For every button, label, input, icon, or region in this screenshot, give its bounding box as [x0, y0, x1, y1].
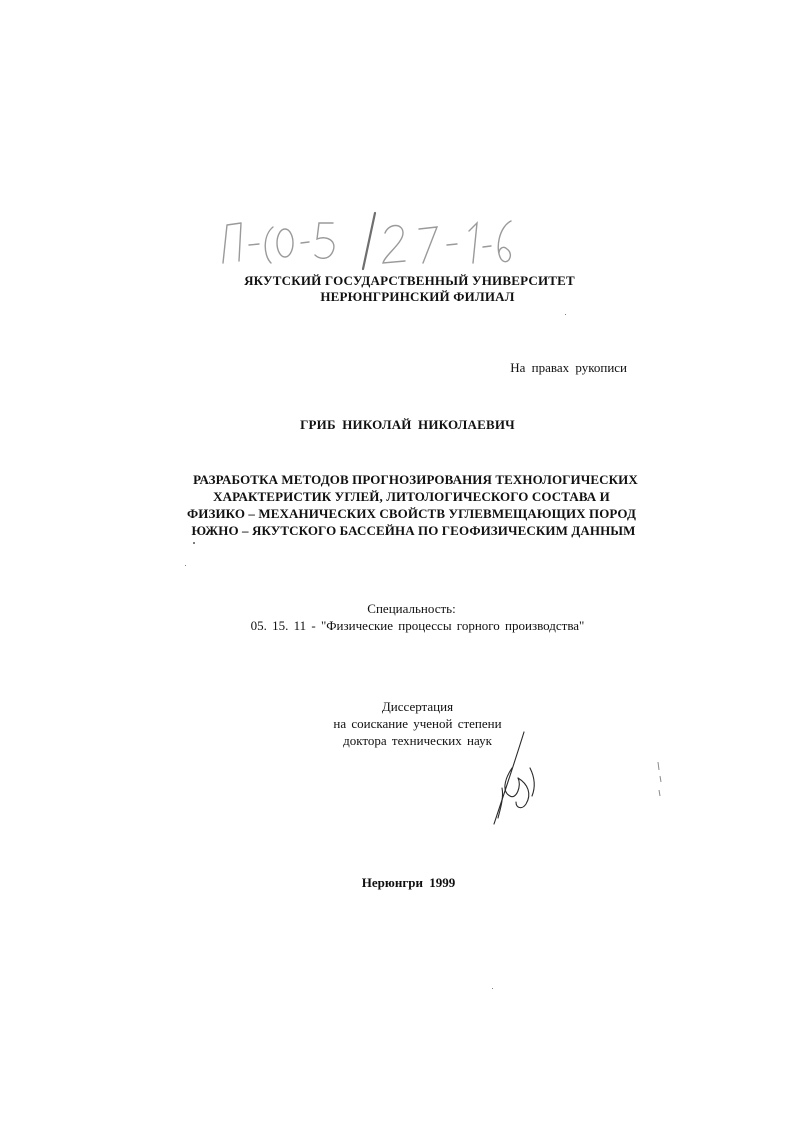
title-line-2: ХАРАКТЕРИСТИК УГЛЕЙ, ЛИТОЛОГИЧЕСКОГО СОСТАВА И — [213, 489, 610, 504]
scan-speck — [492, 988, 493, 989]
place-and-year: Нерюнгри 1999 — [361, 875, 456, 890]
specialty-value: 05. 15. 11 - "Физические процессы горного производства" — [250, 618, 585, 633]
scan-speck — [565, 314, 566, 315]
dissertation-type: Диссертация — [381, 699, 454, 714]
manuscript-note: На правах рукописи — [510, 360, 627, 375]
scan-speck — [193, 542, 195, 544]
author-name: ГРИБ НИКОЛАЙ НИКОЛАЕВИЧ — [300, 417, 515, 432]
signature — [482, 728, 552, 828]
title-line-1: РАЗРАБОТКА МЕТОДОВ ПРОГНОЗИРОВАНИЯ ТЕХНОЛОГИЧЕСКИХ — [193, 472, 638, 487]
title-line-4: ЮЖНО – ЯКУТСКОГО БАССЕЙНА ПО ГЕОФИЗИЧЕСКИМ ДАННЫМ — [191, 523, 636, 538]
scan-speck — [185, 565, 186, 566]
archive-stamp — [215, 205, 515, 275]
institution-name: ЯКУТСКИЙ ГОСУДАРСТВЕННЫЙ УНИВЕРСИТЕТ — [244, 273, 575, 288]
title-line-3: ФИЗИКО – МЕХАНИЧЕСКИХ СВОЙСТВ УГЛЕВМЕЩАЮЩИХ ПОРОД — [187, 506, 636, 521]
dissertation-degree: доктора технических наук — [343, 733, 492, 748]
specialty-label: Специальность: — [367, 601, 456, 616]
scan-edge-marks — [650, 760, 670, 800]
dissertation-purpose: на соискание ученой степени — [333, 716, 502, 731]
institution-branch: НЕРЮНГРИНСКИЙ ФИЛИАЛ — [320, 289, 515, 304]
